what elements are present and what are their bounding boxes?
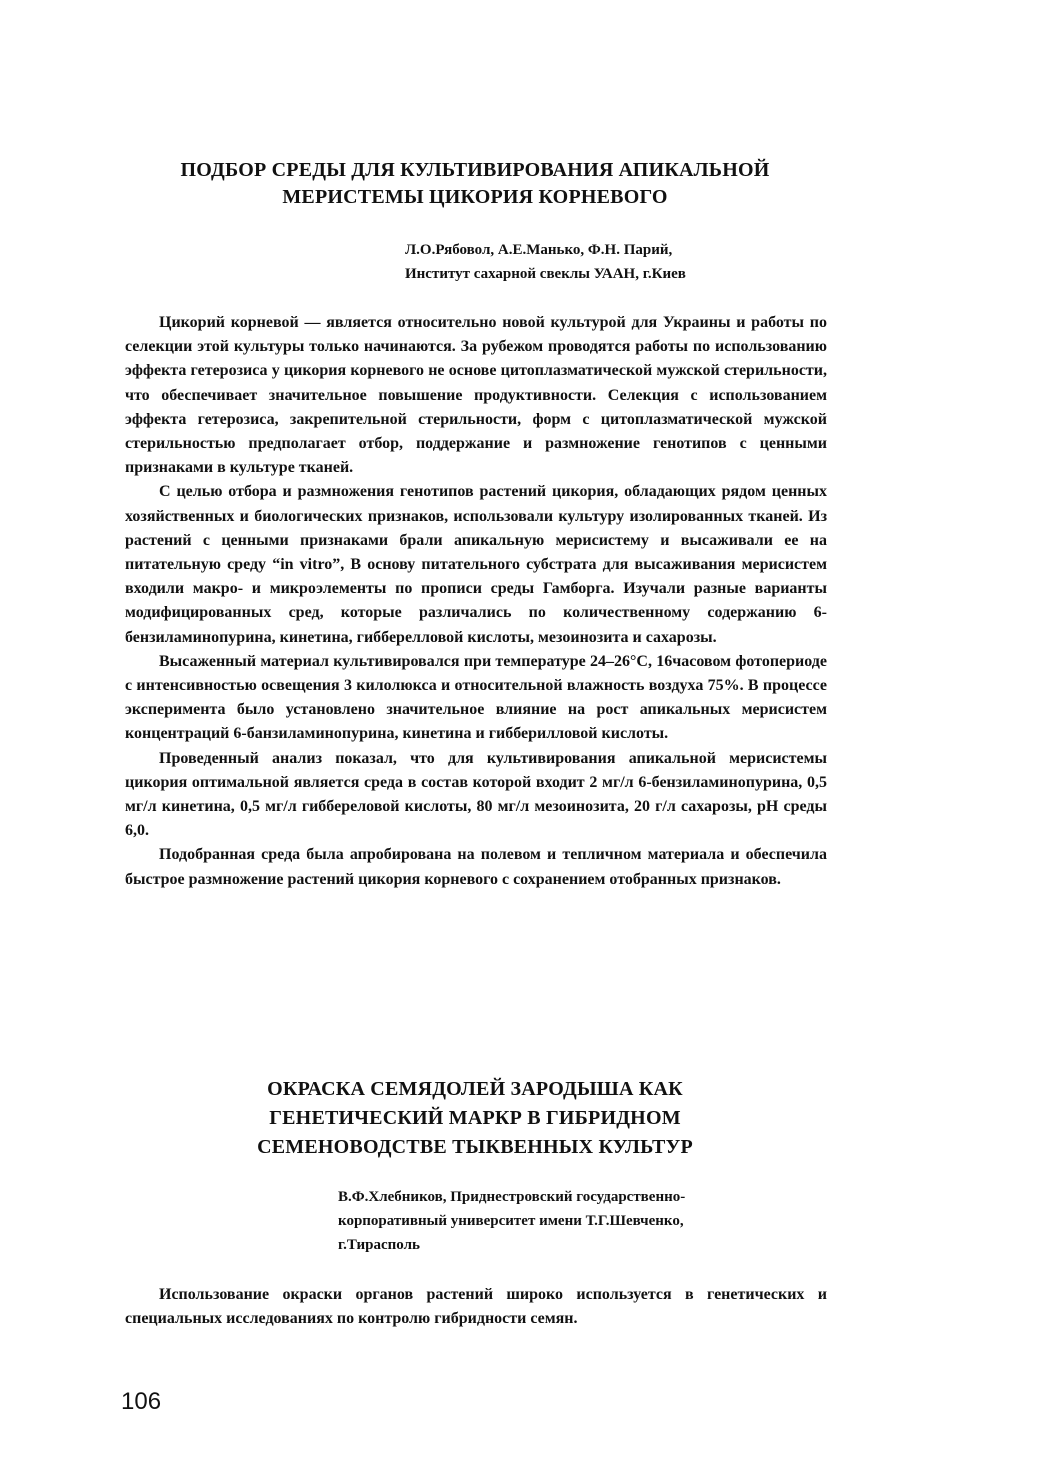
article-2-authors bbox=[338, 1185, 685, 1257]
article-1-authors bbox=[405, 238, 686, 286]
paragraph: Высаженный материал культивировался при температуре 24–26°С, 16часовом фотопериоде с интенсивностью освещения 3 килолюкса и относительной влажность воздуха 75%. В процессе эксперимента было установлено значительное влияние на рост апикальных мерисистем концентраций 6-банзиламинопурина, кинетина и гибберилловой кислоты. bbox=[125, 652, 827, 743]
paragraph: Подобранная среда была апробирована на полевом и тепличном материала и обеспечила быстрое размножение растений цикория корневого с сохранением отобранных признаков. bbox=[125, 846, 827, 888]
article-1-body bbox=[125, 311, 827, 892]
title-line: ГЕНЕТИЧЕСКИЙ МАРКР В ГИБРИДНОМ bbox=[269, 1107, 681, 1129]
author-line: Институт сахарной свеклы УААН, г.Киев bbox=[405, 266, 686, 282]
title-line: ПОДБОР СРЕДЫ ДЛЯ КУЛЬТИВИРОВАНИЯ АПИКАЛЬНОЙ bbox=[180, 159, 770, 181]
article-1-title bbox=[110, 157, 840, 211]
article-2-title bbox=[110, 1075, 840, 1162]
title-line: ОКРАСКА СЕМЯДОЛЕЙ ЗАРОДЫША КАК bbox=[267, 1078, 683, 1100]
author-line: Л.О.Рябовол, А.Е.Манько, Ф.Н. Парий, bbox=[405, 242, 673, 258]
paragraph: Использование окраски органов растений широко используется в генетических и специальных исследованиях по контролю гибридности семян. bbox=[125, 1286, 827, 1328]
author-line: В.Ф.Хлебников, Приднестровский государственно- bbox=[338, 1189, 686, 1205]
paragraph: Проведенный анализ показал, что для культивирования апикальной мерисистемы цикория оптимальной является среда в состав которой входит 2 мг/л 6-бензиламинопурина, 0,5 мг/л кинетина, 0,5 мг/л гиббереловой кислоты, 80 мг/л мезоинозита, 20 г/л сахарозы, pH среды 6,0. bbox=[125, 749, 827, 840]
article-2-body bbox=[125, 1283, 827, 1331]
title-line: СЕМЕНОВОДСТВЕ ТЫКВЕННЫХ КУЛЬТУР bbox=[257, 1136, 693, 1158]
author-line: корпоративный университет имени Т.Г.Шевченко, bbox=[338, 1213, 684, 1229]
page-number: 106 bbox=[121, 1388, 162, 1415]
title-line: МЕРИСТЕМЫ ЦИКОРИЯ КОРНЕВОГО bbox=[282, 186, 668, 208]
paragraph: С целью отбора и размножения генотипов растений цикория, обладающих рядом ценных хозяйственных и биологических признаков, использовали культуру изолированных тканей. Из растений с ценными признаками брали апикальную мерисистему и высаживали ее на питательную среду “in vitro”, В основу питательного субстрата для высаживания мерисистем входили макро- и микроэлементы по прописи среды Гамборга. Изучали разные варианты модифицированных сред, которые различались по количественному содержанию 6-бензиламинопурина, кинетина, гибберелловой кислоты, мезоинозита и сахарозы. bbox=[125, 483, 827, 646]
author-line: г.Тирасполь bbox=[338, 1237, 420, 1253]
paragraph: Цикорий корневой — является относительно новой культурой для Украины и работы по селекции этой культуры только начинаются. За рубежом проводятся работы по использованию эффекта гетерозиса у цикория корневого не основе цитоплазматической мужской стерильности, что обеспечивает значительное повышение продуктивности. Селекция с использованием эффекта гетерозиса, закрепительной стерильности, форм с цитоплазматической мужской стерильностью предполагает отбор, поддержание и размножение генотипов с ценными признаками в культуре тканей. bbox=[125, 314, 827, 477]
